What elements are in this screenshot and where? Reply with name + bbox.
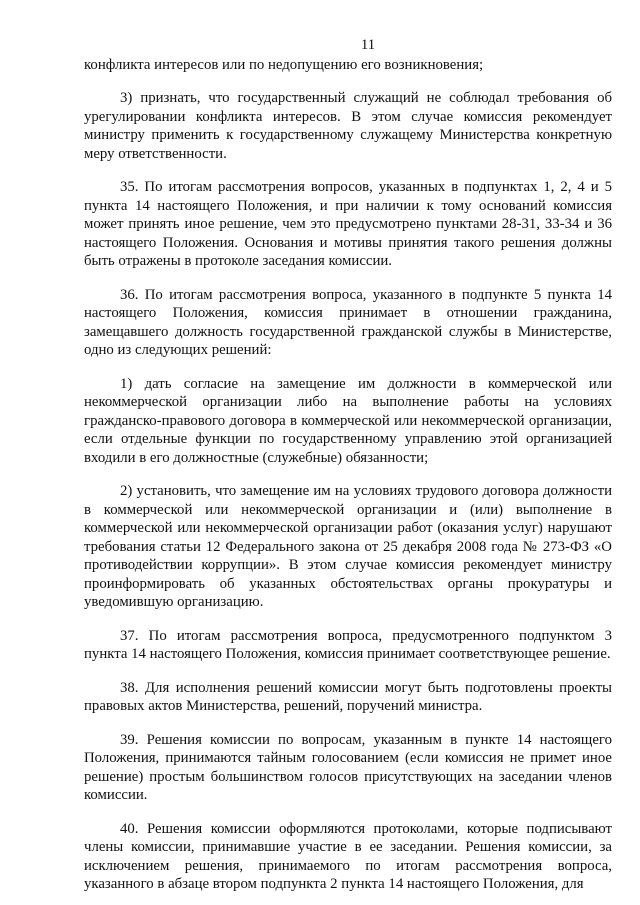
page-number: 11: [360, 37, 376, 53]
paragraph-36-item-2: 2) установить, что замещение им на условиях трудового договора должности в коммерческой или некоммерческой организации и (или) выполнение в коммерческой или некоммерческой организации работ (оказания услуг) нарушают требования статьи 12 Федерального закона от 25 декабря 2008 года № 273-ФЗ «О противодействии коррупции». В этом случае комиссия рекомендует министру проинформировать об указанных обстоятельствах органы прокуратуры и уведомившую организацию.: [84, 483, 612, 610]
paragraph-36-item-1: 1) дать согласие на замещение им должности в коммерческой или некоммерческой организации либо на выполнение работы на условиях гражданско-правового договора в коммерческой или некоммерческой организации, если отдельные функции по государственному управлению этой организацией входили в его должностные (служебные) обязанности;: [84, 375, 612, 466]
paragraph-item-3: 3) признать, что государственный служащий не соблюдал требования об урегулировании конфликта интересов. В этом случае комиссия рекомендует министру применить к государственному служащему Министерства конкретную меру ответственности.: [84, 90, 612, 162]
paragraph-40: 40. Решения комиссии оформляются протоколами, которые подписывают члены комиссии, принимавшие участие в ее заседании. Решения комиссии, за исключением решения, принимаемого по итогам рассмотрения вопроса, указанного в абзаце втором подпункта 2 пункта 14 настоящего Положения, для: [84, 820, 612, 892]
paragraph-35: 35. По итогам рассмотрения вопросов, указанных в подпунктах 1, 2, 4 и 5 пункта 14 настоящего Положения, и при наличии к тому оснований комиссия может принять иное решение, чем это предусмотрено пунктами 28-31, 33-34 и 36 настоящего Положения. Основания и мотивы принятия такого решения должны быть отражены в протоколе заседания комиссии.: [84, 179, 612, 269]
paragraph-37: 37. По итогам рассмотрения вопроса, предусмотренного подпунктом 3 пункта 14 настоящего Положения, комиссия принимает соответствующее решение.: [84, 627, 612, 662]
paragraph-36: 36. По итогам рассмотрения вопроса, указанного в подпункте 5 пункта 14 настоящего Положения, комиссия принимает в отношении гражданина, замещавшего должность государственной гражданской службы в Министерстве, одно из следующих решений:: [84, 286, 612, 358]
paragraph-38: 38. Для исполнения решений комиссии могут быть подготовлены проекты правовых актов Министерства, решений, поручений министра.: [84, 679, 612, 714]
paragraph-39: 39. Решения комиссии по вопросам, указанным в пункте 14 настоящего Положения, принимаются тайным голосованием (если комиссия не примет иное решение) простым большинством голосов присутствующих на заседании членов комиссии.: [84, 731, 612, 803]
paragraph-continuation: конфликта интересов или по недопущению его возникновения;: [84, 56, 484, 73]
